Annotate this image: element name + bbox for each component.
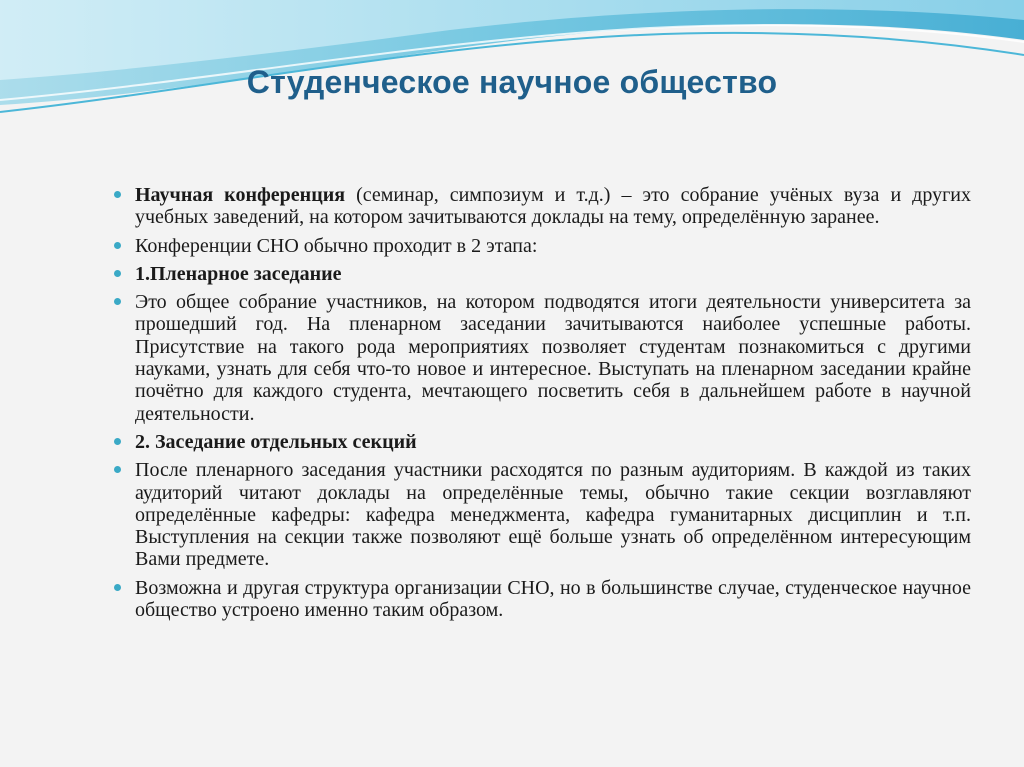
bullet-text: После пленарного заседания участники расходятся по разным аудиториям. В каждой из таких аудиторий читают доклады на определённые темы, обычно такие секции возглавляют определённые кафедры: кафедра менеджмента, кафедра гуманитарных дисциплин и т.п. Выступления на секции также позволяют ещё больше узнать об определённом интересующим Вами предмете. xyxy=(135,459,971,571)
bullet-text: Конференции СНО обычно проходит в 2 этапа: xyxy=(135,234,538,257)
bullet-bold-text: 1.Пленарное заседание xyxy=(135,262,342,285)
bullet-dot-icon xyxy=(114,438,121,445)
bullet-item xyxy=(111,459,971,570)
slide-title: Студенческое научное общество xyxy=(246,64,778,100)
bullet-dot-icon xyxy=(114,298,121,305)
bullet-dot-icon xyxy=(114,242,121,249)
bullet-bold-text: 2. Заседание отдельных секций xyxy=(135,430,417,453)
header-wave-decoration xyxy=(0,0,1024,120)
bullet-bold-text: Научная конференция xyxy=(135,184,346,206)
bullet-dot-icon xyxy=(114,270,121,277)
bullet-text: Возможна и другая структура организации СНО, но в большинстве случае, студенческое научное общество устроено именно таким образом. xyxy=(135,576,971,622)
bullet-list xyxy=(111,184,971,627)
bullet-text: (семинар, симпозиум и т.д.) – это собрание учёных вуза и других учебных заведений, на котором зачитываются доклады на тему, определённую заранее. xyxy=(135,184,971,229)
bullet-dot-icon xyxy=(114,466,121,473)
bullet-item xyxy=(111,291,971,425)
bullet-item xyxy=(111,263,971,285)
bullet-dot-icon xyxy=(114,584,121,591)
bullet-text: Это общее собрание участников, на котором подводятся итоги деятельности университета за прошедший год. На пленарном заседании зачитываются наиболее успешные работы. Присутствие на такого рода мероприятиях позволяет студентам познакомиться с другими науками, узнать для себя что-то новое и интересное. Выступать на пленарном заседании крайне почётно для каждого студента, мечтающего посветить себя в дальнейшем работе в научной деятельности. xyxy=(135,291,971,425)
bullet-item xyxy=(111,431,971,453)
bullet-dot-icon xyxy=(114,191,121,198)
bullet-item xyxy=(111,235,971,257)
bullet-item xyxy=(111,184,971,229)
bullet-item xyxy=(111,577,971,622)
